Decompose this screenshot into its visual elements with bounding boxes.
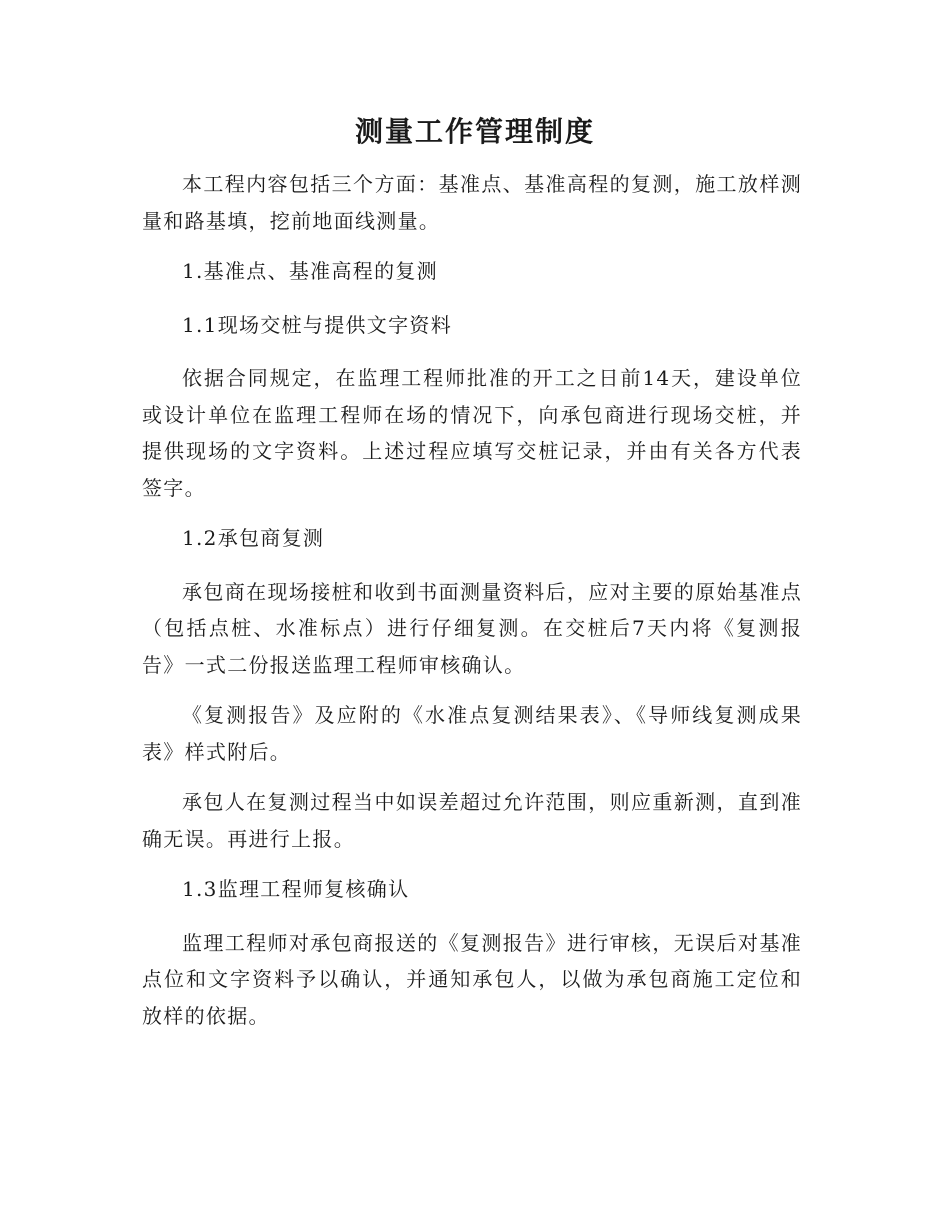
intro-paragraph: 本工程内容包括三个方面：基准点、基准高程的复测，施工放样测量和路基填，挖前地面线测量。 xyxy=(142,172,802,233)
subsection-heading-1-3: 1.3监理工程师复核确认 xyxy=(182,877,410,901)
paragraph-1-1: 依据合同规定，在监理工程师批准的开工之日前14天，建设单位或设计单位在监理工程师在场的情况下，向承包商进行现场交桩，并提供现场的文字资料。上述过程应填写交桩记录，并由有关各方代表签字。 xyxy=(142,366,802,500)
document-body xyxy=(142,166,802,1048)
subsection-heading-1-2: 1.2承包商复测 xyxy=(182,526,325,550)
section-heading-1: 1.基准点、基准高程的复测 xyxy=(182,259,438,283)
document-title: 测量工作管理制度 xyxy=(354,115,595,148)
paragraph-1-2-b: 《复测报告》及应附的《水准点复测结果表》、《导师线复测成果表》样式附后。 xyxy=(142,703,802,764)
paragraph-1-2-c: 承包人在复测过程当中如误差超过允许范围，则应重新测，直到准确无误。再进行上报。 xyxy=(142,790,802,851)
paragraph-1-3: 监理工程师对承包商报送的《复测报告》进行审核，无误后对基准点位和文字资料予以确认，并通知承包人，以做为承包商施工定位和放样的依据。 xyxy=(142,930,802,1028)
paragraph-1-2-a: 承包商在现场接桩和收到书面测量资料后，应对主要的原始基准点（包括点桩、水准标点）进行仔细复测。在交桩后7天内将《复测报告》一式二份报送监理工程师审核确认。 xyxy=(142,579,802,677)
subsection-heading-1-1: 1.1现场交桩与提供文字资料 xyxy=(182,312,453,337)
